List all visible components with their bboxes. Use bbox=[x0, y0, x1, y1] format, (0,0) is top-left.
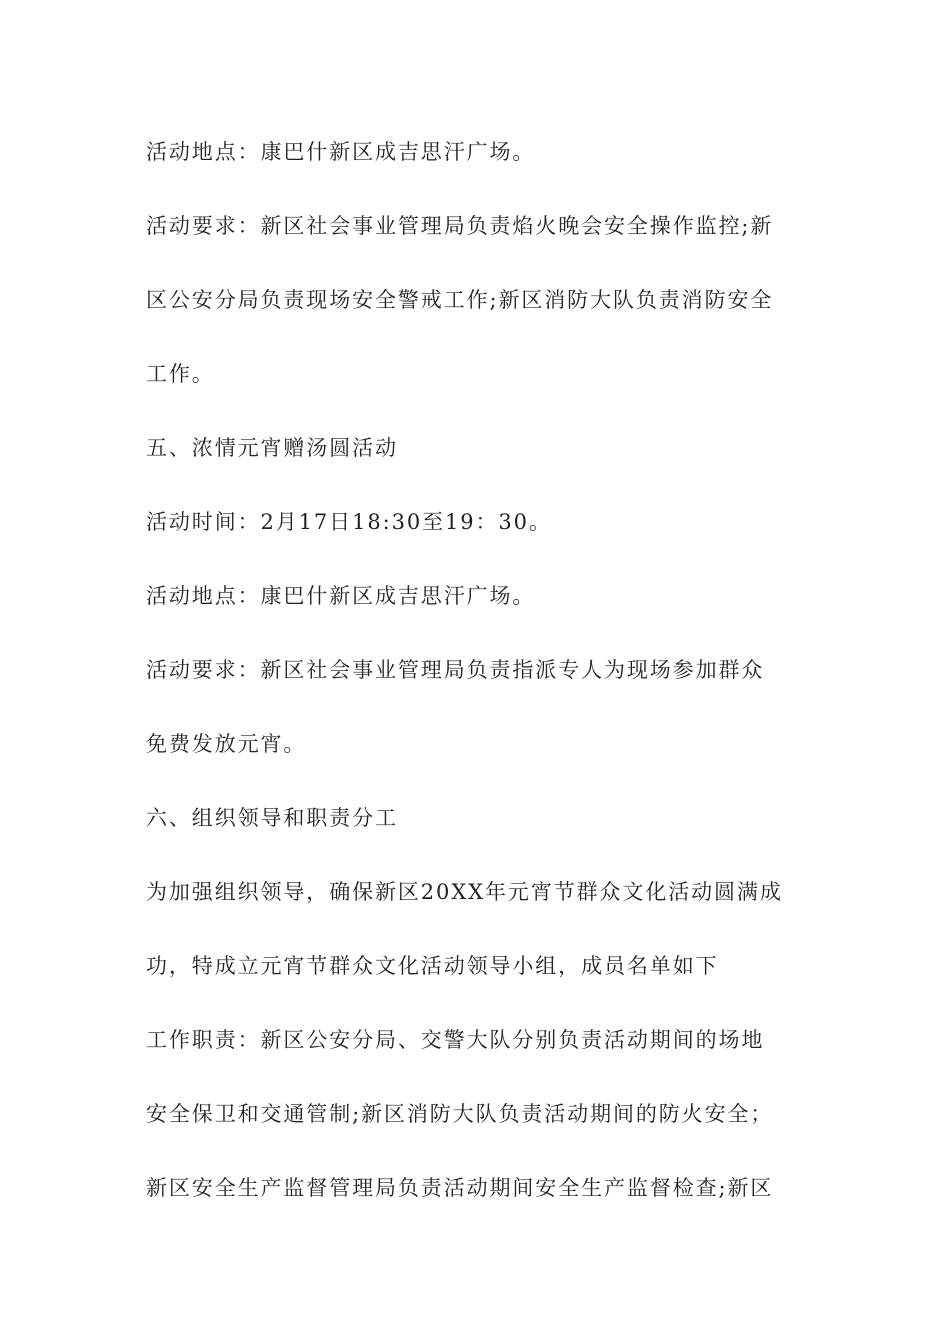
document-body bbox=[146, 130, 816, 1240]
text-line: 工作职责：新区公安分局、交警大队分别负责活动期间的场地 bbox=[146, 1028, 765, 1052]
text-line: 活动要求：新区社会事业管理局负责焰火晚会安全操作监控;新 bbox=[146, 214, 774, 238]
text-line: 安全保卫和交通管制;新区消防大队负责活动期间的防火安全； bbox=[146, 1102, 774, 1126]
text-line: 活动时间：2月17日18:30至19：30。 bbox=[146, 510, 552, 534]
text-line: 功，特成立元宵节群众文化活动领导小组，成员名单如下 bbox=[146, 954, 719, 978]
text-line: 活动地点：康巴什新区成吉思汗广场。 bbox=[146, 584, 536, 608]
text-line: 免费发放元宵。 bbox=[146, 732, 307, 756]
section-heading: 六、组织领导和职责分工 bbox=[146, 806, 398, 830]
text-line: 活动地点：康巴什新区成吉思汗广场。 bbox=[146, 140, 536, 164]
text-line: 为加强组织领导，确保新区20XX年元宵节群众文化活动圆满成 bbox=[146, 880, 783, 904]
section-heading: 五、浓情元宵赠汤圆活动 bbox=[146, 436, 398, 460]
text-line: 新区安全生产监督管理局负责活动期间安全生产监督检查;新区 bbox=[146, 1176, 774, 1200]
text-line: 区公安分局负责现场安全警戒工作;新区消防大队负责消防安全 bbox=[146, 288, 774, 312]
text-line: 活动要求：新区社会事业管理局负责指派专人为现场参加群众 bbox=[146, 658, 765, 682]
text-line: 工作。 bbox=[146, 362, 215, 386]
